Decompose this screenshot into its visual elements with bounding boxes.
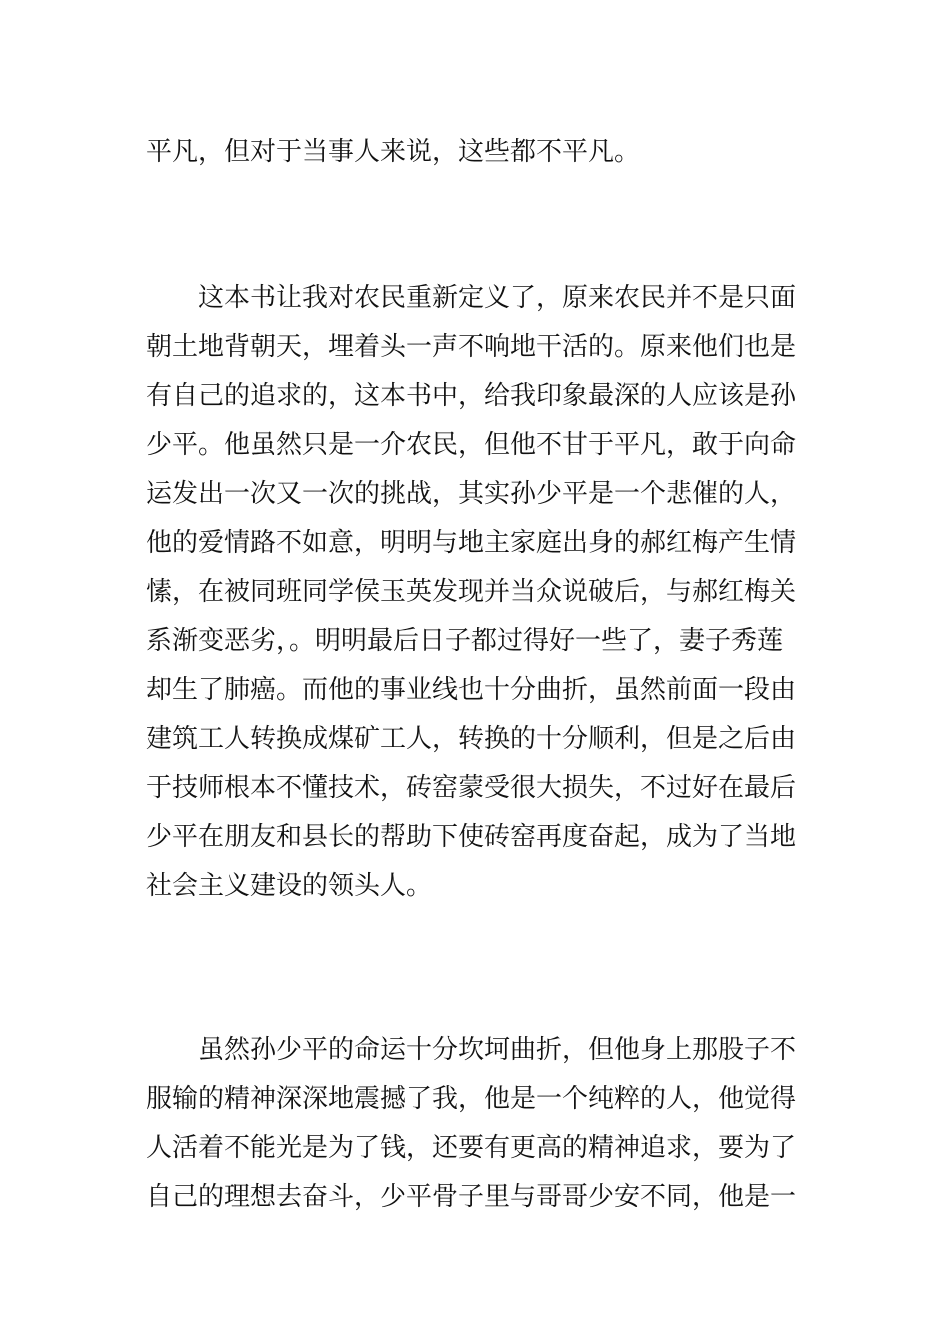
text-line: 系渐变恶劣，。明明最后日子都过得好一些了，妻子秀莲 [146, 626, 784, 656]
paragraph-shaoping-spirit [146, 1026, 808, 1222]
text-line: 社会主义建设的领头人。 [146, 871, 433, 901]
text-line: 少平。他虽然只是一介农民，但他不甘于平凡，敢于向命 [146, 430, 797, 460]
text-line: 自己的理想去奋斗，少平骨子里与哥哥少安不同，他是一 [146, 1182, 797, 1212]
text-line: 建筑工人转换成煤矿工人，转换的十分顺利，但是之后由 [146, 724, 797, 754]
text-line: 却生了肺癌。而他的事业线也十分曲折，虽然前面一段由 [146, 675, 797, 705]
text-line: 少平在朋友和县长的帮助下使砖窑再度奋起，成为了当地 [146, 822, 797, 852]
text-line: 于技师根本不懂技术，砖窑蒙受很大损失，不过好在最后 [146, 773, 797, 803]
text-line: 虽然孙少平的命运十分坎坷曲折，但他身上那股子不 [198, 1035, 797, 1065]
text-line: 人活着不能光是为了钱，还要有更高的精神追求，要为了 [146, 1133, 797, 1163]
text-line: 运发出一次又一次的挑战，其实孙少平是一个悲催的人， [146, 479, 797, 509]
paragraph-shaoping-character [146, 274, 808, 911]
paragraph-continuation [146, 128, 808, 177]
text-line: 朝土地背朝天，埋着头一声不响地干活的。原来他们也是 [146, 332, 797, 362]
text-line: 这本书让我对农民重新定义了，原来农民并不是只面 [198, 283, 797, 313]
text-line: 有自己的追求的，这本书中，给我印象最深的人应该是孙 [146, 381, 797, 411]
text-line: 服输的精神深深地震撼了我，他是一个纯粹的人，他觉得 [146, 1084, 797, 1114]
text-line: 他的爱情路不如意，明明与地主家庭出身的郝红梅产生情 [146, 528, 797, 558]
text-line: 平凡，但对于当事人来说，这些都不平凡。 [146, 137, 641, 167]
text-line: 愫，在被同班同学侯玉英发现并当众说破后，与郝红梅关 [146, 577, 797, 607]
